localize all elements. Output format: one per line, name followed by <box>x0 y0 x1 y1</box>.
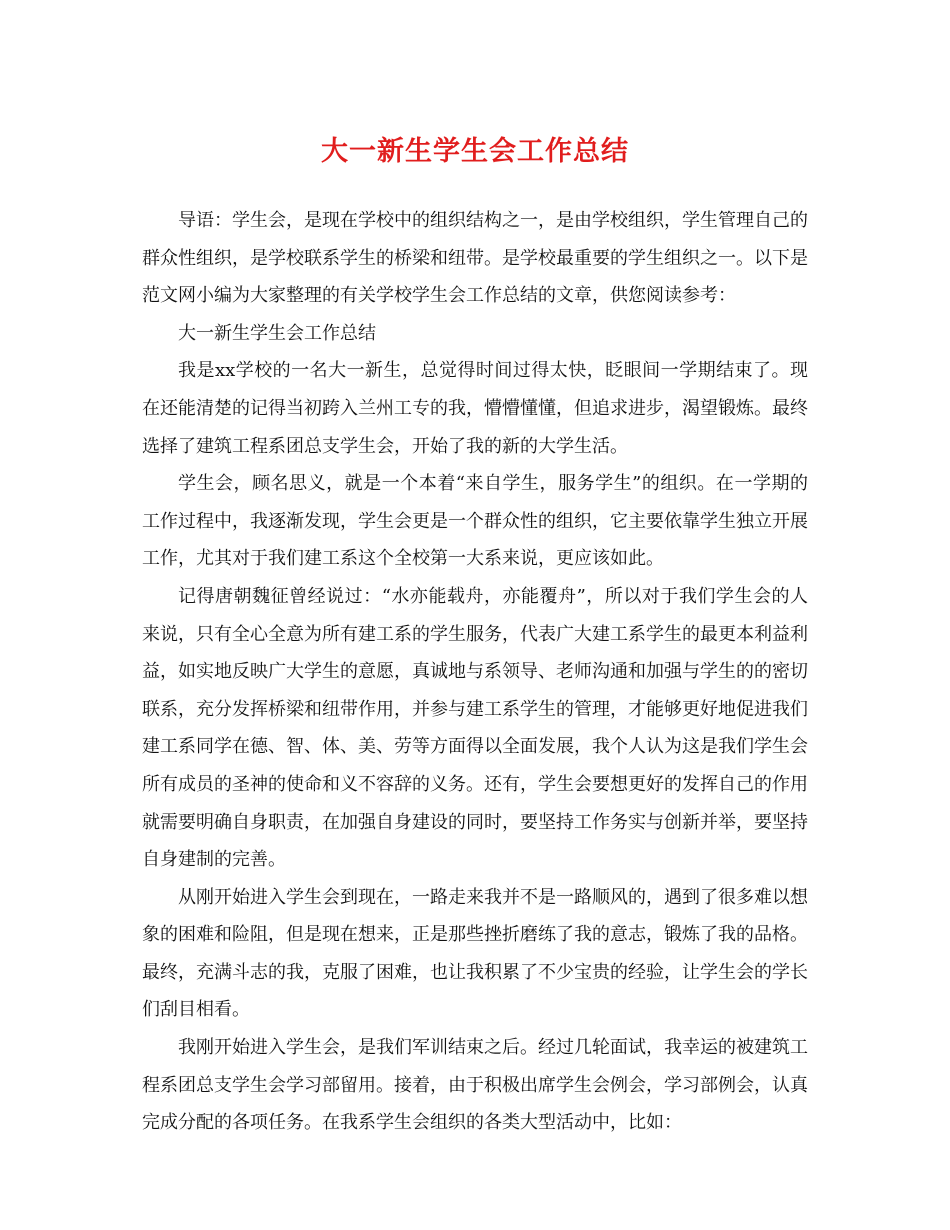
paragraph: 我刚开始进入学生会，是我们军训结束之后。经过几轮面试，我幸运的被建筑工程系团总支学生会学习部留用。接着，由于积极出席学生会例会，学习部例会，认真完成分配的各项任务。在我系学生会组织的各类大型活动中，比如： <box>142 1037 808 1134</box>
paragraph: 学生会，顾名思义，就是一个本着“来自学生，服务学生”的组织。在一学期的工作过程中，我逐渐发现，学生会更是一个群众性的组织，它主要依靠学生独立开展工作，尤其对于我们建工系这个全校第一大系来说，更应该如此。 <box>142 473 808 570</box>
paragraph-intro: 导语：学生会，是现在学校中的组织结构之一，是由学校组织，学生管理自己的群众性组织，是学校联系学生的桥梁和纽带。是学校最重要的学生组织之一。以下是范文网小编为大家整理的有关学校学生会工作总结的文章，供您阅读参考： <box>142 210 808 307</box>
document-title: 大一新生学生会工作总结 <box>321 136 629 167</box>
paragraph: 从刚开始进入学生会到现在，一路走来我并不是一路顺风的，遇到了很多难以想象的困难和险阻，但是现在想来，正是那些挫折磨练了我的意志，锻炼了我的品格。最终，充满斗志的我，克服了困难，也让我积累了不少宝贵的经验，让学生会的学长们刮目相看。 <box>142 886 808 1021</box>
document-body <box>142 202 808 1142</box>
paragraph-subtitle: 大一新生学生会工作总结 <box>178 322 376 344</box>
paragraph: 记得唐朝魏征曾经说过：“水亦能载舟，亦能覆舟”，所以对于我们学生会的人来说，只有全心全意为所有建工系的学生服务，代表广大建工系学生的最更本利益利益，如实地反映广大学生的意愿，真诚地与系领导、老师沟通和加强与学生的的密切联系，充分发挥桥梁和纽带作用，并参与建工系学生的管理，才能够更好地促进我们建工系同学在德、智、体、美、劳等方面得以全面发展，我个人认为这是我们学生会所有成员的圣神的使命和义不容辞的义务。还有，学生会要想更好的发挥自己的作用就需要明确自身职责，在加强自身建设的同时，要坚持工作务实与创新并举，要坚持自身建制的完善。 <box>142 585 808 871</box>
paragraph: 我是xx学校的一名大一新生，总觉得时间过得太快，眨眼间一学期结束了。现在还能清楚的记得当初跨入兰州工专的我，懵懵懂懂，但追求进步，渴望锻炼。最终选择了建筑工程系团总支学生会，开始了我的新的大学生活。 <box>142 360 808 457</box>
